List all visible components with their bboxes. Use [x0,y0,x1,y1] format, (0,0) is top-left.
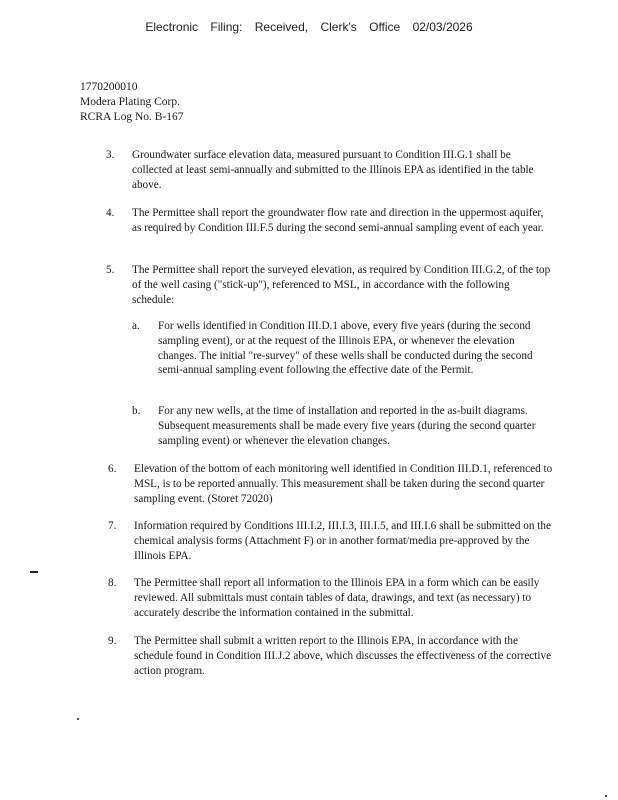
list-subitem [132,404,562,448]
list-subitem [132,319,554,378]
document-identifier [80,80,184,125]
item-text: The Permittee shall report the groundwater flow rate and direction in the uppermost aquifer, as required by Condition III.F.5 during the second semi-annual sampling event of each year. [132,207,544,234]
subitem-letter: b. [132,405,141,417]
item-number: 8. [108,577,117,589]
item-number: 7. [108,520,117,532]
list-item [106,206,546,236]
list-item [108,634,558,678]
subitem-text: For wells identified in Condition III.D.1 above, every five years (during the second sampling event), or at the request of the Illinois EPA, or whenever the elevation changes. The initial "re-survey" of these wells shall be conducted during the second semi-annual sampling event following the effective date of the Permit. [158,320,533,377]
list-item [106,148,546,192]
facility-id: 1770200010 [80,81,138,93]
list-item [108,462,558,506]
item-text: The Permittee shall report the surveyed elevation, as required by Condition III.G.2, of the top of the well casing ("stick-up"), referenced to MSL, in accordance with the following schedule: [132,264,551,306]
filing-word-2: Filing: [210,20,243,34]
item-number: 5. [106,264,115,276]
facility-name: Modera Plating Corp. [80,96,180,108]
item-number: 6. [108,463,117,475]
filing-word-3: Received, [254,20,309,34]
item-text: Information required by Conditions III.I.2, III.I.3, III.I.5, and III.I.6 shall be submitted on the chemical analysis forms (Attachment F) or in another format/media pre-approved by the Illinois EPA. [134,520,551,562]
item-text: The Permittee shall submit a written report to the Illinois EPA, in accordance with the schedule found in Condition III.J.2 above, which discusses the effectiveness of the corrective action program. [134,635,552,677]
subitem-letter: a. [132,320,140,332]
item-text: Groundwater surface elevation data, measured pursuant to Condition III.G.1 shall be collected at least semi-annually and submitted to the Illinois EPA as identified in the table above. [132,149,534,191]
filing-date: 02/03/2026 [412,20,473,34]
filing-word-1: Electronic [145,20,199,34]
item-number: 9. [108,635,117,647]
subitem-text: For any new wells, at the time of installation and reported in the as-built diagrams. Subsequent measurements shall be made every five years (during the second quarter sampling event) or whenever the elevation changes. [158,405,536,447]
scan-speck [605,795,607,797]
scan-speck [77,718,79,720]
list-item [108,576,554,620]
item-text: Elevation of the bottom of each monitoring well identified in Condition III.D.1, referenced to MSL, is to be reported annually. This measurement shall be taken during the second quarter sampling event. (Storet 72020) [134,463,553,505]
filing-word-5: Office [369,20,401,34]
item-number: 4. [106,207,115,219]
list-item [106,263,552,307]
item-text: The Permittee shall report all information to the Illinois EPA in a form which can be easily reviewed. All submittals must contain tables of data, drawings, and text (as necessary) to accurately describe the information contained in the submittal. [134,577,540,619]
item-number: 3. [106,149,115,161]
margin-mark [30,571,38,573]
filing-stamp-header [0,20,618,34]
filing-word-4: Clerk's [320,20,357,34]
rcra-log-number: RCRA Log No. B-167 [80,111,184,123]
list-item [108,519,554,563]
